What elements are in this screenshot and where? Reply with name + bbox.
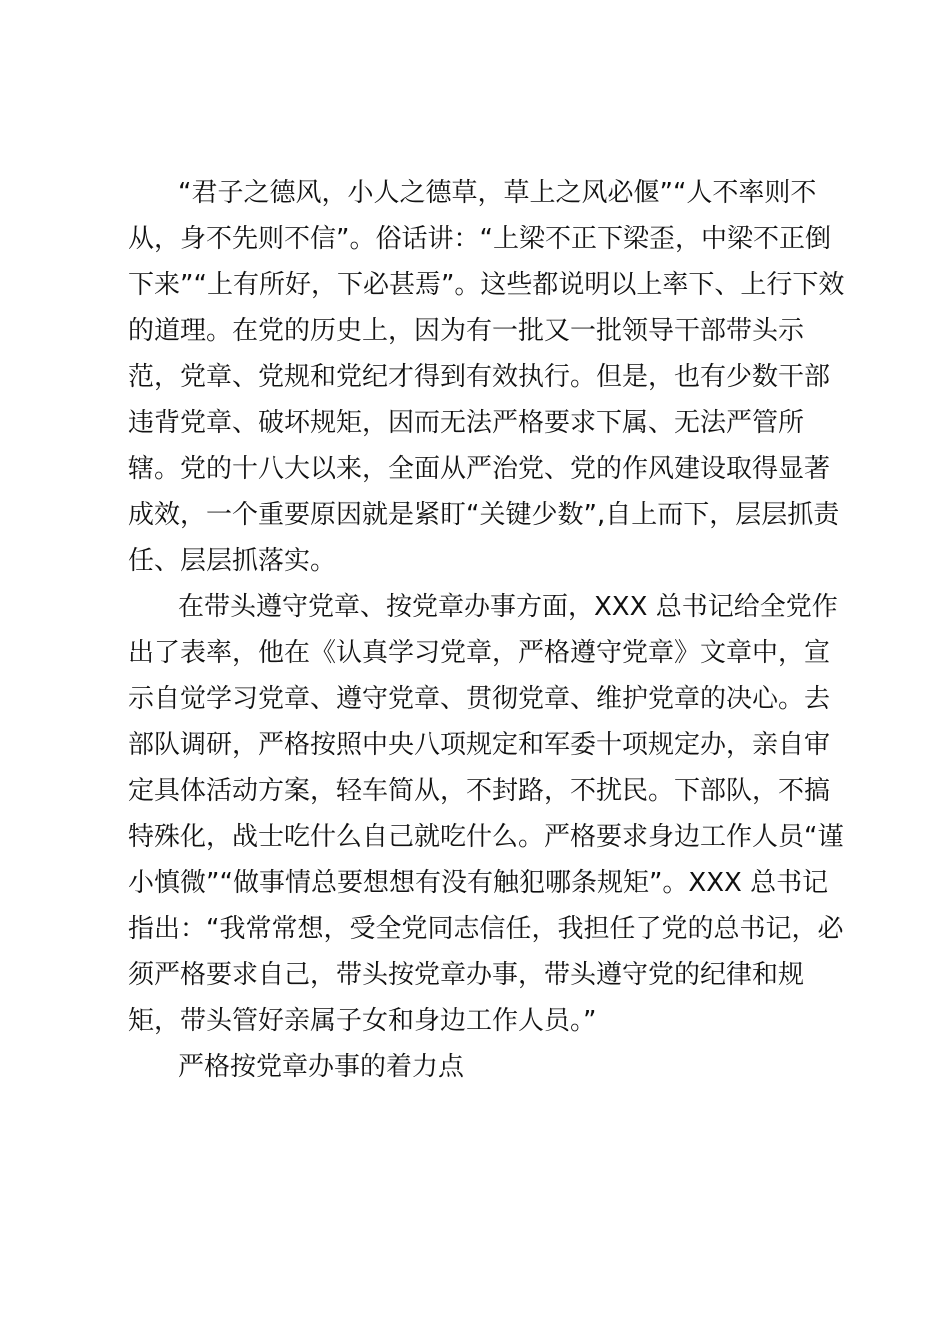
text-line: 出了表率，他在《认真学习党章，严格遵守党章》文章中，宣 (128, 638, 831, 668)
text-line: 部队调研，严格按照中央八项规定和军委十项规定办，亲自审 (128, 730, 831, 760)
text-line: 特殊化，战士吃什么自己就吃什么。严格要求身边工作人员“谨 (128, 822, 844, 852)
text-line: 示自觉学习党章、遵守党章、贯彻党章、维护党章的决心。去 (128, 684, 831, 714)
text-line: 成效，一个重要原因就是紧盯“关键少数”,自上而下，层层抓责 (128, 500, 840, 530)
text-line: 小慎微”“做事情总要想想有没有触犯哪条规矩”。XXX 总书记 (128, 868, 829, 898)
text-line: 定具体活动方案，轻车简从，不封路，不扰民。下部队，不搞 (128, 776, 831, 806)
text-line: 下来”“上有所好，下必甚焉”。这些都说明以上率下、上行下效 (128, 270, 845, 300)
text-line: 违背党章、破坏规矩，因而无法严格要求下属、无法严管所 (128, 408, 805, 438)
text-line: 任、层层抓落实。 (128, 546, 337, 576)
text-line: 在带头遵守党章、按党章办事方面，XXX 总书记给全党作 (178, 592, 838, 622)
text-line: 指出：“我常常想，受全党同志信任，我担任了党的总书记，必 (128, 914, 844, 944)
text-line: 须严格要求自己，带头按党章办事，带头遵守党的纪律和规 (128, 960, 805, 990)
text-line: 辖。党的十八大以来，全面从严治党、党的作风建设取得显著 (128, 454, 831, 484)
text-line: 矩，带头管好亲属子女和身边工作人员。” (128, 1006, 597, 1036)
text-line: 从，身不先则不信”。俗话讲：“上梁不正下梁歪，中梁不正倒 (128, 224, 831, 254)
text-line: 范，党章、党规和党纪才得到有效执行。但是，也有少数干部 (128, 362, 831, 392)
section-heading: 严格按党章办事的着力点 (178, 1052, 465, 1082)
text-line: “君子之德风，小人之德草，草上之风必偃”“人不率则不 (178, 178, 817, 208)
text-line: 的道理。在党的历史上，因为有一批又一批领导干部带头示 (128, 316, 805, 346)
